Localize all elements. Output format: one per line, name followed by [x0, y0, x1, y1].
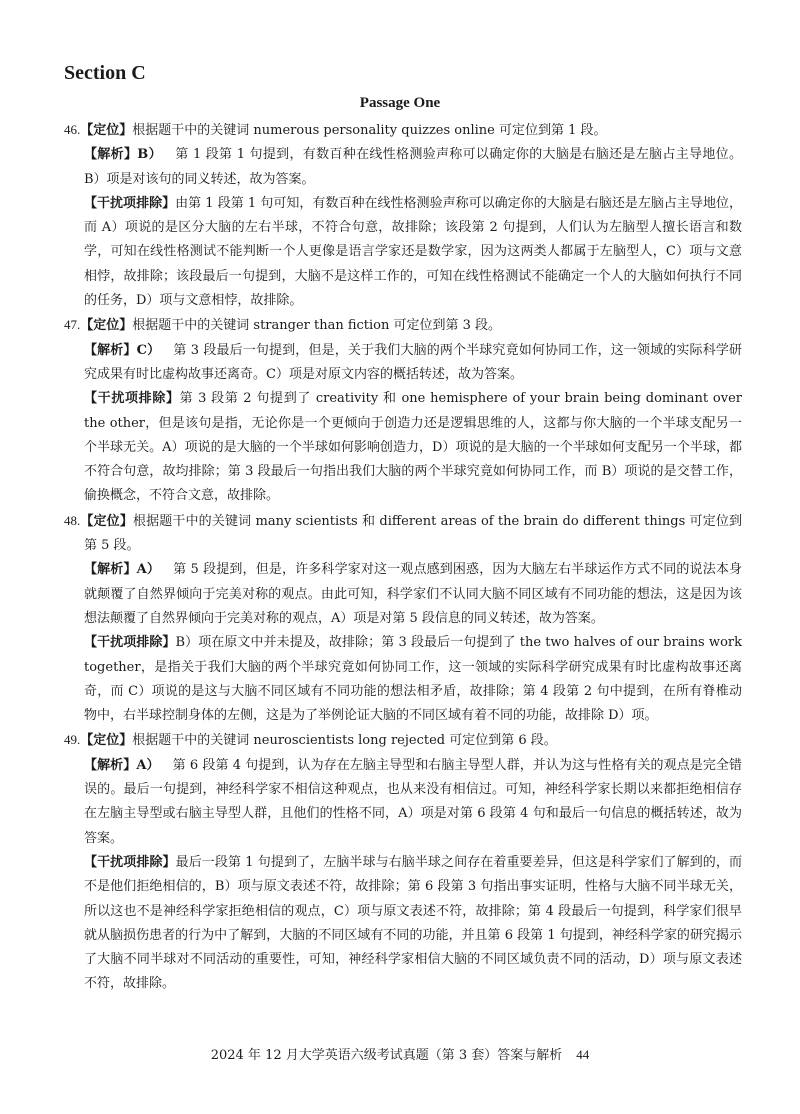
distractor-text: B）项在原文中并未提及，故排除；第 3 段最后一句提到了 the two halves of our brains work together，是指关于我们大脑的两个半球究竟如何协同工作，这一领域的实际科学研究成果有时比虚构故事还离奇，而 C）项说的是这与大脑不同区域有不同功能的想法相矛盾，故排除；第 4 段第 2 句中提到，在所有脊椎动物中，右半球控制身体的左侧，这是为了举例论证大脑的不同区域有着不同的功能，故排除 D）项。	[84, 635, 742, 724]
distractor-text: 最后一段第 1 句提到了，左脑半球与右脑半球之间存在着重要差异，但这是科学家们了解到的，而不是他们拒绝相信的，B）项与原文表述不符，故排除；第 6 段第 3 句指出事实证明，性格与大脑不同半球无关，所以这也不是神经科学家拒绝相信的观点，C）项与原文表述不符，故排除；第 4 段最后一句提到，科学家们很早就从脑损伤患者的行为中了解到，大脑的不同区域有不同的功能，并且第 6 段第 1 句提到，神经科学家的研究揭示了大脑不同半球对不同活动的重要性，可知，神经科学家相信大脑的不同区域负责不同的活动，D）项与原文表述不符，故排除。	[84, 854, 742, 992]
distractor-tag: 【干扰项排除】	[84, 635, 176, 651]
answer-explanations	[64, 118, 742, 997]
question-49	[64, 728, 742, 996]
question-47	[64, 313, 742, 508]
question-locate-line	[64, 509, 742, 559]
distractor-text: 由第 1 段第 1 句可知，有数百种在线性格测验声称可以确定你的大脑是右脑还是左脑占主导地位，而 A）项说的是区分大脑的左右半球，不符合句意，故排除；该段第 2 句提到，人们认为左脑型人擅长语言和数学，可知在线性格测试不能判断一个人更像是语言学家还是数学家，因为这两类人都属于左脑型人，C）项与文意相悖，故排除；该段最后一句提到，大脑不是这样工作的，可知在线性格测试不能确定一个人的大脑如何执行不同的任务，D）项与文意相悖，故排除。	[84, 195, 742, 309]
distractor-paragraph	[84, 387, 742, 508]
question-number: 48.	[64, 512, 81, 528]
question-locate-line	[64, 728, 742, 753]
footer-title: 2024 年 12 月大学英语六级考试真题（第 3 套）答案与解析	[210, 1048, 563, 1063]
distractor-paragraph	[84, 851, 742, 997]
locate-tag: 【定位】	[80, 513, 133, 529]
locate-text: 根据题干中的关键词 numerous personality quizzes online 可定位到第 1 段。	[132, 123, 607, 138]
locate-tag: 【定位】	[80, 123, 133, 138]
analysis-paragraph	[84, 754, 742, 851]
page-number: 44	[576, 1047, 590, 1062]
question-number: 47.	[64, 317, 81, 333]
answer-letter: A）	[136, 562, 160, 578]
analysis-paragraph	[84, 339, 742, 388]
distractor-text: 第 3 段第 2 句提到了 creativity 和 one hemisphere of your brain being dominant over the other，但是该句是指，无论你是一个更倾向于创造力还是逻辑思维的人，这都与你大脑的一个半球支配另一个半球无关。A）项说的是大脑的一个半球如何影响创造力，D）项说的是大脑的一个半球如何支配另一个半球，都不符合句意，故均排除；第 3 段最后一句指出我们大脑的两个半球究竟如何协同工作，而 B）项说的是交替工作，偷换概念，不符合文意，故排除。	[84, 391, 742, 504]
analysis-tag: 【解析】	[84, 147, 138, 163]
section-heading: Section C	[64, 62, 146, 84]
question-48	[64, 509, 742, 729]
distractor-tag: 【干扰项排除】	[84, 854, 176, 870]
analysis-text: 第 6 段第 4 句提到，认为存在左脑主导型和右脑主导型人群，并认为这与性格有关的观点是完全错误的。最后一句提到，神经科学家不相信这种观点，也从来没有相信过。可知，神经科学家长期以来都拒绝相信存在左脑主导型或右脑主导型人群，且他们的性格不同，A）项是对第 6 段第 4 句和最后一句信息的概括转述，故为答案。	[84, 757, 742, 846]
locate-text: 根据题干中的关键词 neuroscientists long rejected 可定位到第 6 段。	[132, 733, 557, 749]
distractor-tag: 【干扰项排除】	[84, 195, 176, 211]
locate-tag: 【定位】	[80, 318, 133, 334]
passage-heading: Passage One	[359, 95, 441, 111]
analysis-text: 第 5 段提到，但是，许多科学家对这一观点感到困惑，因为大脑左右半球运作方式不同的说法本身就颠覆了自然界倾向于完美对称的观点。由此可知，科学家们不认同大脑不同区域有不同功能的想法，这是因为该想法颠覆了自然界倾向于完美对称的观点，A）项是对第 5 段信息的同义转述，故为答案。	[84, 562, 742, 626]
question-number: 49.	[64, 732, 81, 748]
question-locate-line	[64, 313, 742, 338]
analysis-tag: 【解析】	[84, 342, 137, 358]
answer-letter: C）	[136, 342, 161, 358]
analysis-text: 第 1 段第 1 句提到，有数百种在线性格测验声称可以确定你的大脑是右脑还是左脑占主导地位。B）项是对该句的同义转述，故为答案。	[84, 147, 742, 187]
page-footer	[0, 1044, 800, 1063]
question-locate-line	[64, 118, 742, 143]
locate-tag: 【定位】	[80, 733, 133, 749]
distractor-paragraph	[84, 631, 742, 728]
analysis-paragraph	[84, 558, 742, 631]
distractor-paragraph	[84, 192, 742, 313]
analysis-tag: 【解析】	[84, 562, 137, 578]
analysis-paragraph	[84, 143, 742, 192]
locate-text: 根据题干中的关键词 many scientists 和 different areas of the brain do different things 可定位到第 5 段。	[84, 513, 742, 554]
question-number: 46.	[64, 122, 81, 137]
answer-letter: A）	[136, 757, 160, 773]
answer-letter: B）	[137, 147, 162, 163]
analysis-tag: 【解析】	[84, 757, 137, 773]
analysis-text: 第 3 段最后一句提到，但是，关于我们大脑的两个半球究竟如何协同工作，这一领域的实际科学研究成果有时比虚构故事还离奇。C）项是对原文内容的概括转述，故为答案。	[84, 342, 742, 382]
locate-text: 根据题干中的关键词 stranger than fiction 可定位到第 3 段。	[132, 318, 502, 334]
distractor-tag: 【干扰项排除】	[84, 391, 180, 407]
question-46	[64, 118, 742, 313]
